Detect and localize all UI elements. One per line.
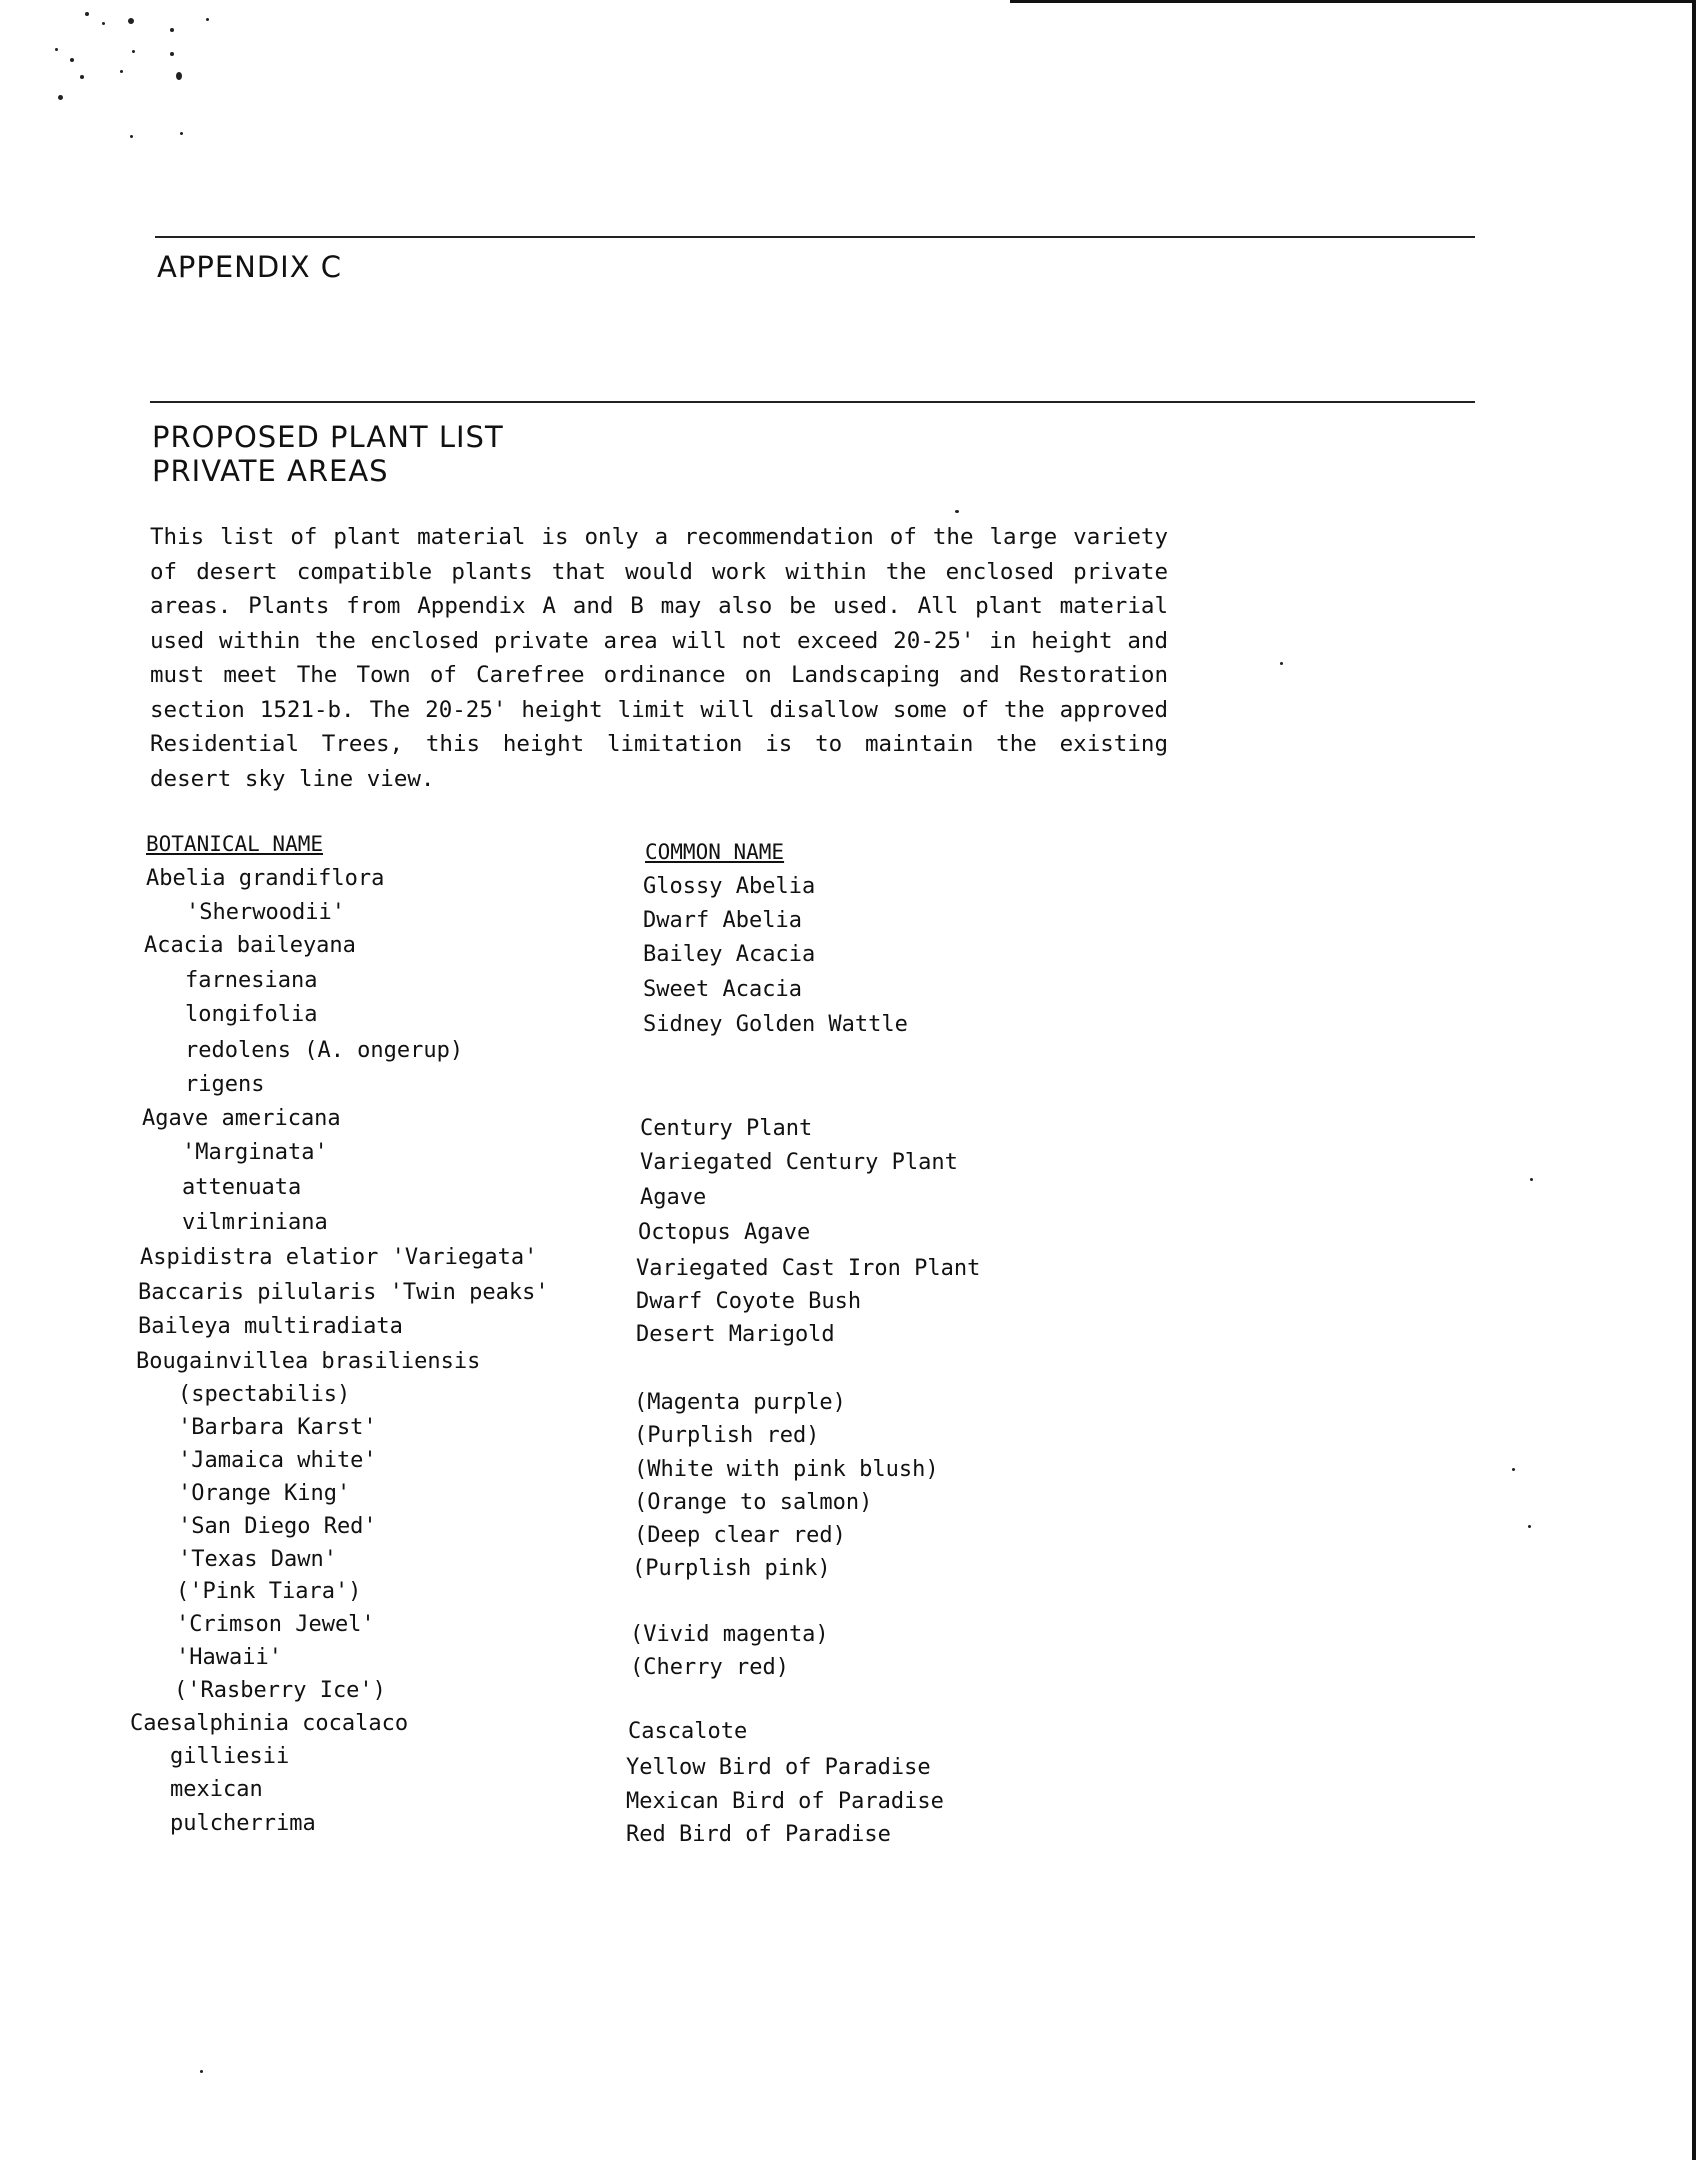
botanical-name: redolens (A. ongerup) (185, 1038, 464, 1063)
appendix-label: APPENDIX C (157, 250, 343, 284)
botanical-name: Aspidistra elatior 'Variegata' (140, 1245, 538, 1270)
botanical-name: 'Barbara Karst' (178, 1415, 377, 1440)
page-subtitle: PRIVATE AREAS (152, 454, 389, 488)
botanical-name: 'Jamaica white' (178, 1448, 377, 1473)
common-name: Glossy Abelia (643, 874, 816, 899)
common-name: Bailey Acacia (643, 942, 816, 967)
common-name: Red Bird of Paradise (626, 1822, 891, 1847)
botanical-name: (spectabilis) (178, 1382, 351, 1407)
botanical-name: ('Rasberry Ice') (174, 1678, 386, 1703)
botanical-name: Abelia grandiflora (146, 866, 385, 891)
botanical-name: mexican (170, 1777, 263, 1802)
botanical-name: Caesalphinia cocalaco (130, 1711, 409, 1736)
common-name: (Orange to salmon) (634, 1490, 873, 1515)
common-name: Dwarf Coyote Bush (636, 1289, 862, 1314)
botanical-name: gilliesii (170, 1744, 290, 1769)
botanical-name: rigens (185, 1072, 265, 1097)
botanical-name: pulcherrima (170, 1811, 316, 1836)
common-name: Variegated Cast Iron Plant (636, 1256, 981, 1281)
botanical-name: 'Crimson Jewel' (176, 1612, 375, 1637)
botanical-name: longifolia (185, 1002, 318, 1027)
common-name: Desert Marigold (636, 1322, 835, 1347)
botanical-name: 'Hawaii' (176, 1645, 282, 1670)
botanical-name: Baccaris pilularis 'Twin peaks' (138, 1280, 549, 1305)
botanical-name-header: BOTANICAL NAME (146, 832, 324, 856)
common-name: (Vivid magenta) (630, 1622, 829, 1647)
botanical-name: Baileya multiradiata (138, 1314, 403, 1339)
botanical-name: vilmriniana (182, 1210, 328, 1235)
botanical-name: attenuata (182, 1175, 302, 1200)
botanical-name: 'Texas Dawn' (178, 1547, 337, 1572)
botanical-name: 'Orange King' (178, 1481, 351, 1506)
botanical-name: 'Marginata' (182, 1140, 328, 1165)
common-name: (Cherry red) (630, 1655, 789, 1680)
botanical-name: farnesiana (185, 968, 318, 993)
section-rule (150, 401, 1475, 403)
page-title: PROPOSED PLANT LIST (152, 420, 504, 454)
top-rule (155, 236, 1475, 238)
botanical-name: ('Pink Tiara') (176, 1579, 362, 1604)
common-name: (Magenta purple) (634, 1390, 846, 1415)
intro-paragraph: This list of plant material is only a recommendation of the large variety of desert compatible plants that would work within the enclosed private areas. Plants from Appendix A and B may also be used. All plant material used within the enclosed private area will not exceed 20-25' in height and must meet The Town of Carefree ordinance on Landscaping and Restoration section 1521-b. The 20-25' height limit will disallow some of the approved Residential Trees, this height limitation is to maintain the existing desert sky line view. (150, 524, 1168, 792)
common-name: Sidney Golden Wattle (643, 1012, 908, 1037)
botanical-name: 'San Diego Red' (178, 1514, 377, 1539)
common-name-header: COMMON NAME (645, 840, 785, 864)
scan-edge (1692, 0, 1696, 2160)
scan-top-border (1010, 0, 1696, 3)
botanical-name: Acacia baileyana (144, 933, 356, 958)
common-name: Yellow Bird of Paradise (626, 1755, 931, 1780)
common-name: Dwarf Abelia (643, 908, 802, 933)
common-name: Variegated Century Plant (640, 1150, 958, 1175)
common-name: Octopus Agave (638, 1220, 811, 1245)
common-name: (Purplish red) (634, 1423, 820, 1448)
common-name: Century Plant (640, 1116, 813, 1141)
common-name: (Purplish pink) (632, 1556, 831, 1581)
botanical-name: 'Sherwoodii' (186, 900, 345, 925)
botanical-name: Agave americana (142, 1106, 341, 1131)
common-name: (Deep clear red) (634, 1523, 846, 1548)
common-name: Agave (640, 1185, 707, 1210)
common-name: Sweet Acacia (643, 977, 802, 1002)
common-name: (White with pink blush) (634, 1457, 939, 1482)
botanical-name: Bougainvillea brasiliensis (136, 1349, 481, 1374)
common-name: Cascalote (628, 1719, 748, 1744)
common-name: Mexican Bird of Paradise (626, 1789, 944, 1814)
